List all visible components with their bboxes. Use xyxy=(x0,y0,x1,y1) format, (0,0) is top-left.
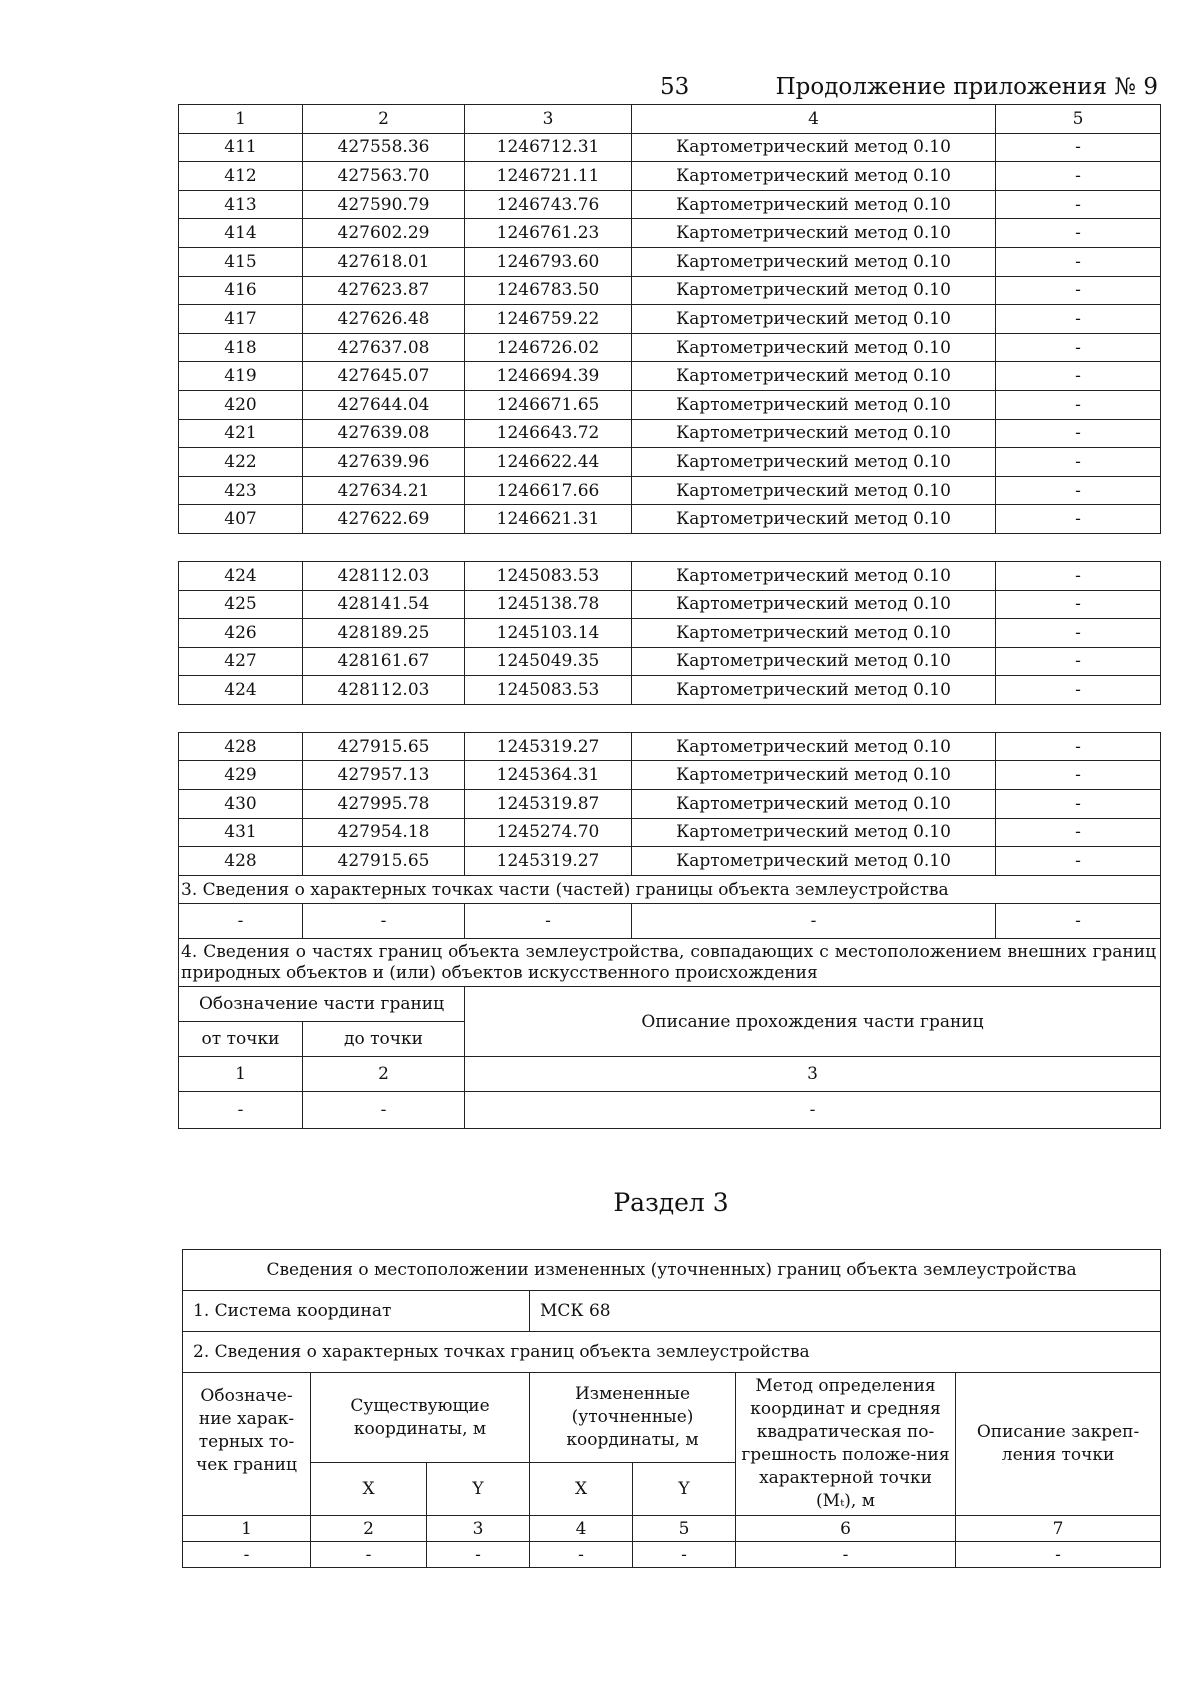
table-cell: 1246617.66 xyxy=(465,476,632,505)
table-cell: 418 xyxy=(179,333,303,362)
table-cell: Картометрический метод 0.10 xyxy=(632,619,996,648)
table-row xyxy=(179,276,1161,305)
table-cell: - xyxy=(956,1542,1161,1568)
col-existing-y: Y xyxy=(427,1463,530,1516)
table-cell: 1245083.53 xyxy=(465,561,632,590)
col-designation: Обозначе-ние харак-терных то-чек границ xyxy=(183,1373,311,1516)
section4-header-row xyxy=(179,987,1161,1022)
table-cell: 428141.54 xyxy=(303,590,465,619)
column-number: 2 xyxy=(303,105,465,134)
table-cell: 423 xyxy=(179,476,303,505)
table-cell: 417 xyxy=(179,305,303,334)
table-cell: 1246783.50 xyxy=(465,276,632,305)
table-row xyxy=(179,619,1161,648)
table-cell: 1245083.53 xyxy=(465,676,632,705)
table-cell: - xyxy=(996,732,1161,761)
section3-title: 3. Сведения о характерных точках части (частей) границы объекта землеустройства xyxy=(179,875,1161,904)
table-cell: - xyxy=(996,761,1161,790)
col-existing: Существующие координаты, м xyxy=(311,1373,530,1463)
table-cell: - xyxy=(996,247,1161,276)
column-number: 4 xyxy=(632,105,996,134)
table-cell: - xyxy=(427,1542,530,1568)
col-number: 7 xyxy=(956,1516,1161,1542)
table-cell: 411 xyxy=(179,133,303,162)
table-cell: 413 xyxy=(179,190,303,219)
table-row xyxy=(179,190,1161,219)
table-cell: 426 xyxy=(179,619,303,648)
table-row xyxy=(179,162,1161,191)
col-method: Метод определения координат и средняя квадратическая по-грешность положе-ния характерной точки (Mₜ), м xyxy=(736,1373,956,1516)
table-cell: - xyxy=(996,505,1161,534)
table-row xyxy=(179,219,1161,248)
table-row xyxy=(179,133,1161,162)
table-cell: 1245049.35 xyxy=(465,647,632,676)
table-cell: 427634.21 xyxy=(303,476,465,505)
table-cell: 427637.08 xyxy=(303,333,465,362)
table-row xyxy=(179,761,1161,790)
section4-title: 4. Сведения о частях границ объекта землеустройства, совпадающих с местоположением внешних границ природных объектов и (или) объектов искусственного происхождения xyxy=(179,939,1161,987)
page-number: 53 xyxy=(660,74,690,100)
table-cell: - xyxy=(996,419,1161,448)
col-number: 5 xyxy=(633,1516,736,1542)
table-cell: 427957.13 xyxy=(303,761,465,790)
table-row xyxy=(179,247,1161,276)
table-cell: Картометрический метод 0.10 xyxy=(632,276,996,305)
column-number: 3 xyxy=(465,1057,1161,1092)
column-number: 3 xyxy=(465,105,632,134)
table-cell: 427954.18 xyxy=(303,818,465,847)
table-cell: Картометрический метод 0.10 xyxy=(632,162,996,191)
table-cell: 1246726.02 xyxy=(465,333,632,362)
from-point-header: от точки xyxy=(179,1022,303,1057)
table-cell: Картометрический метод 0.10 xyxy=(632,247,996,276)
section-heading: Раздел 3 xyxy=(613,1188,729,1217)
to-point-header: до точки xyxy=(303,1022,465,1057)
table-cell: Картометрический метод 0.10 xyxy=(632,647,996,676)
table-cell: Картометрический метод 0.10 xyxy=(632,219,996,248)
table-cell: 1246621.31 xyxy=(465,505,632,534)
table-cell: 428 xyxy=(179,732,303,761)
table-row xyxy=(179,362,1161,391)
table-cell: Картометрический метод 0.10 xyxy=(632,476,996,505)
table-cell: 1246743.76 xyxy=(465,190,632,219)
separator-cell xyxy=(179,533,1161,561)
table-cell: Картометрический метод 0.10 xyxy=(632,133,996,162)
table-cell: 1246643.72 xyxy=(465,419,632,448)
table-row xyxy=(179,1092,1161,1129)
table-row xyxy=(179,505,1161,534)
table-row xyxy=(179,676,1161,705)
table-cell: - xyxy=(996,190,1161,219)
table-cell: 424 xyxy=(179,676,303,705)
separator-cell xyxy=(179,704,1161,732)
table-cell: 412 xyxy=(179,162,303,191)
table-cell: Картометрический метод 0.10 xyxy=(632,761,996,790)
table-cell: Картометрический метод 0.10 xyxy=(632,419,996,448)
table-cell: Картометрический метод 0.10 xyxy=(632,818,996,847)
table-cell: 419 xyxy=(179,362,303,391)
table-cell: - xyxy=(736,1542,956,1568)
table-cell: Картометрический метод 0.10 xyxy=(632,561,996,590)
table-cell: - xyxy=(311,1542,427,1568)
table-cell: - xyxy=(996,847,1161,876)
table-cell: - xyxy=(996,619,1161,648)
table-cell: 421 xyxy=(179,419,303,448)
col-number: 3 xyxy=(427,1516,530,1542)
table-cell: - xyxy=(183,1542,311,1568)
col-number: 2 xyxy=(311,1516,427,1542)
table-row xyxy=(179,904,1161,939)
continuation-label: Продолжение приложения № 9 xyxy=(775,74,1158,100)
table-cell: 415 xyxy=(179,247,303,276)
table-cell: - xyxy=(996,362,1161,391)
col-changed: Измененные (уточненные) координаты, м xyxy=(530,1373,736,1463)
table-cell: 427915.65 xyxy=(303,732,465,761)
table-cell: - xyxy=(530,1542,633,1568)
table-cell: 420 xyxy=(179,390,303,419)
table-cell: 1245274.70 xyxy=(465,818,632,847)
table-cell: Картометрический метод 0.10 xyxy=(632,732,996,761)
table-cell: - xyxy=(179,1092,303,1129)
col-fixing: Описание закреп-ления точки xyxy=(956,1373,1161,1516)
table-cell: 427563.70 xyxy=(303,162,465,191)
table-cell: 427618.01 xyxy=(303,247,465,276)
table-cell: 1246793.60 xyxy=(465,247,632,276)
table-row xyxy=(179,561,1161,590)
col-number: 1 xyxy=(183,1516,311,1542)
table-cell: - xyxy=(179,904,303,939)
table-cell: 428161.67 xyxy=(303,647,465,676)
table-cell: 1245364.31 xyxy=(465,761,632,790)
table-cell: 428 xyxy=(179,847,303,876)
table-cell: 427644.04 xyxy=(303,390,465,419)
table-cell: - xyxy=(996,818,1161,847)
table-cell: 430 xyxy=(179,790,303,819)
table-cell: - xyxy=(633,1542,736,1568)
table-cell: 1246671.65 xyxy=(465,390,632,419)
table-cell: Картометрический метод 0.10 xyxy=(632,847,996,876)
table-cell: Картометрический метод 0.10 xyxy=(632,448,996,477)
coord-system-label: 1. Система координат xyxy=(183,1291,530,1332)
table-cell: 414 xyxy=(179,219,303,248)
table-cell: 427915.65 xyxy=(303,847,465,876)
table-cell: 425 xyxy=(179,590,303,619)
table-cell: - xyxy=(996,790,1161,819)
table-cell: 428189.25 xyxy=(303,619,465,648)
table-row xyxy=(179,590,1161,619)
column-number-row xyxy=(179,105,1161,134)
table-cell: Картометрический метод 0.10 xyxy=(632,362,996,391)
points-table xyxy=(178,104,1161,1129)
table-cell: - xyxy=(996,647,1161,676)
table-cell: 1246721.11 xyxy=(465,162,632,191)
table-cell: 427639.96 xyxy=(303,448,465,477)
table-cell: - xyxy=(996,390,1161,419)
table-cell: 427639.08 xyxy=(303,419,465,448)
table-cell: - xyxy=(996,904,1161,939)
table-cell: 428112.03 xyxy=(303,676,465,705)
table-cell: - xyxy=(996,219,1161,248)
changed-boundaries-table xyxy=(182,1249,1161,1568)
col-changed-y: Y xyxy=(633,1463,736,1516)
table2-title: Сведения о местоположении измененных (уточненных) границ объекта землеустройства xyxy=(183,1250,1161,1291)
column-number: 1 xyxy=(179,105,303,134)
table-cell: 1246694.39 xyxy=(465,362,632,391)
table-cell: - xyxy=(996,561,1161,590)
table-cell: - xyxy=(996,162,1161,191)
table-row xyxy=(179,390,1161,419)
table-row xyxy=(179,732,1161,761)
table-cell: 427645.07 xyxy=(303,362,465,391)
table-cell: 422 xyxy=(179,448,303,477)
table-cell: 1245319.27 xyxy=(465,732,632,761)
table-row xyxy=(179,790,1161,819)
table-cell: - xyxy=(632,904,996,939)
points-title: 2. Сведения о характерных точках границ объекта землеустройства xyxy=(183,1332,1161,1373)
table-cell: - xyxy=(996,676,1161,705)
table-cell: 424 xyxy=(179,561,303,590)
table-cell: 416 xyxy=(179,276,303,305)
table-cell: - xyxy=(303,1092,465,1129)
section3-title-row xyxy=(179,875,1161,904)
table-cell: 427622.69 xyxy=(303,505,465,534)
table-cell: 1245103.14 xyxy=(465,619,632,648)
table-row xyxy=(179,818,1161,847)
table-cell: 427995.78 xyxy=(303,790,465,819)
table-cell: 1245319.27 xyxy=(465,847,632,876)
table-cell: Картометрический метод 0.10 xyxy=(632,790,996,819)
table-cell: Картометрический метод 0.10 xyxy=(632,676,996,705)
table-row xyxy=(179,847,1161,876)
table-cell: - xyxy=(996,333,1161,362)
table-cell: 1246759.22 xyxy=(465,305,632,334)
table-row xyxy=(179,448,1161,477)
table-cell: 1246712.31 xyxy=(465,133,632,162)
description-header: Описание прохождения части границ xyxy=(465,987,1161,1057)
coord-system-value: МСК 68 xyxy=(530,1291,1161,1332)
table-cell: - xyxy=(996,305,1161,334)
table-row xyxy=(179,419,1161,448)
table-cell: - xyxy=(465,1092,1161,1129)
table-cell: - xyxy=(996,476,1161,505)
table-cell: - xyxy=(996,448,1161,477)
table-cell: - xyxy=(996,590,1161,619)
separator-row xyxy=(179,704,1161,732)
table-cell: 428112.03 xyxy=(303,561,465,590)
section4-number-row xyxy=(179,1057,1161,1092)
table-cell: 429 xyxy=(179,761,303,790)
table-cell: 427558.36 xyxy=(303,133,465,162)
table-cell: 407 xyxy=(179,505,303,534)
table-cell: 427623.87 xyxy=(303,276,465,305)
col-existing-x: X xyxy=(311,1463,427,1516)
col-number: 4 xyxy=(530,1516,633,1542)
designation-header: Обозначение части границ xyxy=(179,987,465,1022)
table-cell: Картометрический метод 0.10 xyxy=(632,390,996,419)
table-cell: 427590.79 xyxy=(303,190,465,219)
table-cell: Картометрический метод 0.10 xyxy=(632,305,996,334)
table-cell: Картометрический метод 0.10 xyxy=(632,505,996,534)
table-cell: - xyxy=(465,904,632,939)
separator-row xyxy=(179,533,1161,561)
table-cell: 427602.29 xyxy=(303,219,465,248)
column-number: 5 xyxy=(996,105,1161,134)
table-row xyxy=(179,333,1161,362)
table-cell: 1245138.78 xyxy=(465,590,632,619)
table-cell: - xyxy=(996,133,1161,162)
table-cell: 1246622.44 xyxy=(465,448,632,477)
section4-title-row xyxy=(179,939,1161,987)
table-cell: - xyxy=(996,276,1161,305)
table-row xyxy=(179,647,1161,676)
table-row xyxy=(179,305,1161,334)
table-cell: Картометрический метод 0.10 xyxy=(632,590,996,619)
table-cell: - xyxy=(303,904,465,939)
table-cell: Картометрический метод 0.10 xyxy=(632,190,996,219)
col-number: 6 xyxy=(736,1516,956,1542)
col-changed-x: X xyxy=(530,1463,633,1516)
table-cell: 1246761.23 xyxy=(465,219,632,248)
table-cell: Картометрический метод 0.10 xyxy=(632,333,996,362)
table-cell: 1245319.87 xyxy=(465,790,632,819)
column-number: 2 xyxy=(303,1057,465,1092)
table-cell: 431 xyxy=(179,818,303,847)
table-cell: 427 xyxy=(179,647,303,676)
column-number: 1 xyxy=(179,1057,303,1092)
table-cell: 427626.48 xyxy=(303,305,465,334)
table-row xyxy=(179,476,1161,505)
